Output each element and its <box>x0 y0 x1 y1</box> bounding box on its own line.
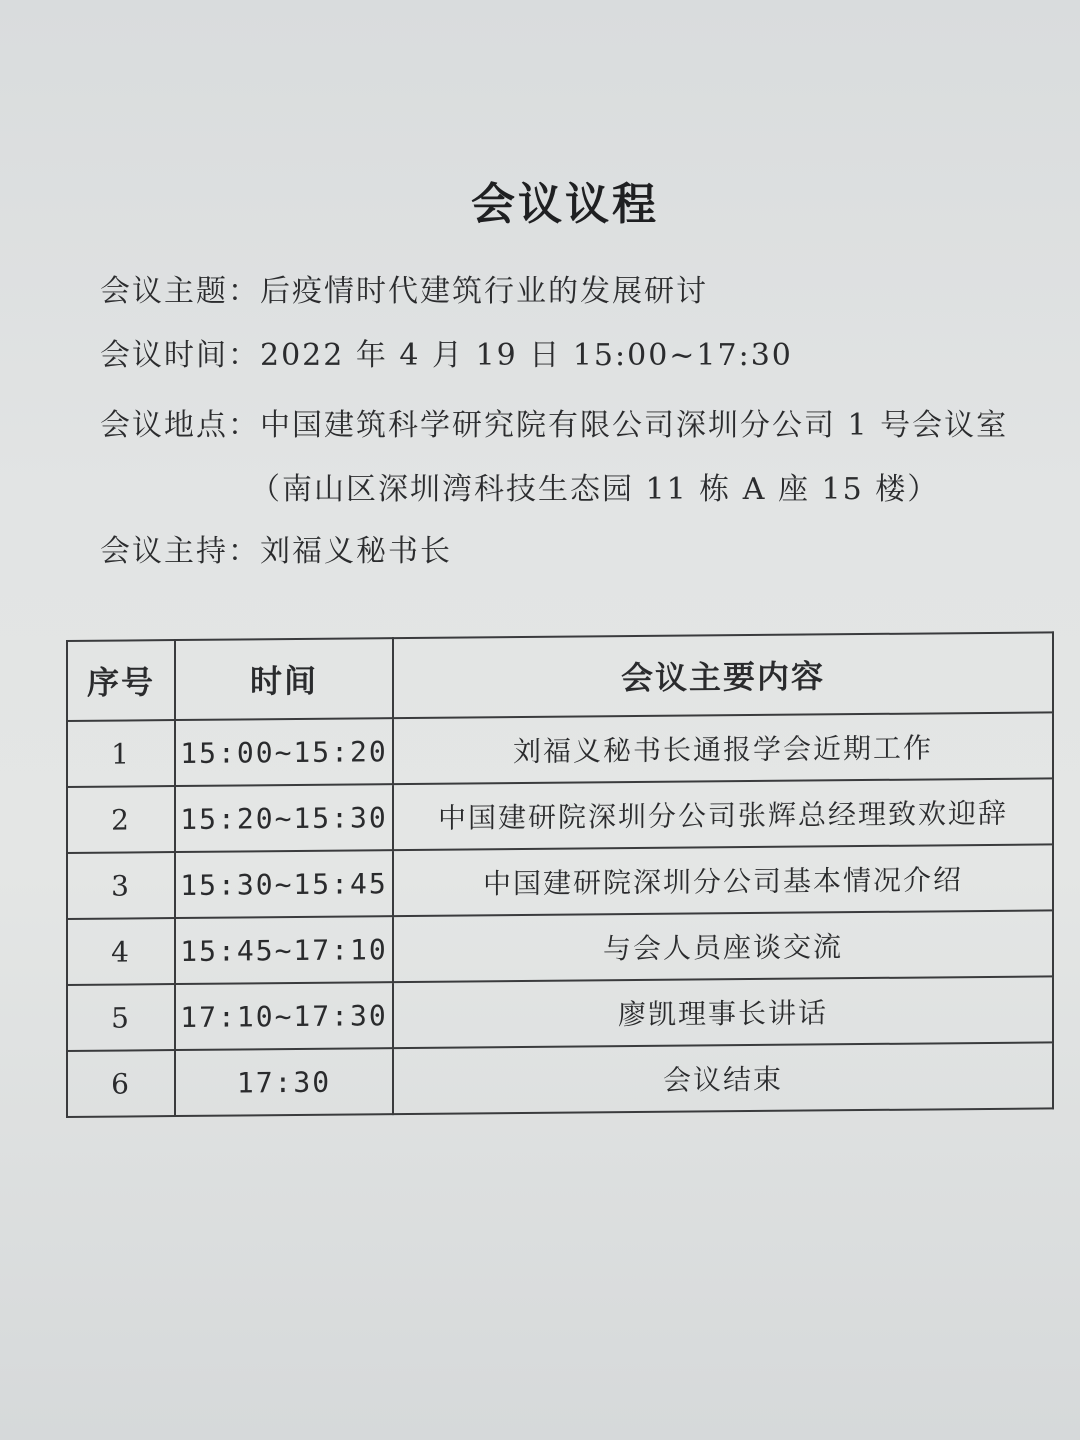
row-time: 15:30~15:45 <box>175 850 393 918</box>
meeting-host-value: 刘福义秘书长 <box>260 534 452 569</box>
row-content: 中国建研院深圳分公司基本情况介绍 <box>393 844 1053 916</box>
row-no: 5 <box>67 984 175 1051</box>
meeting-time-label: 会议时间： <box>100 338 260 373</box>
table-row <box>67 778 1053 853</box>
header-no: 序号 <box>67 640 175 721</box>
meeting-host <box>100 526 452 570</box>
meeting-theme-label: 会议主题： <box>100 274 260 309</box>
table-row <box>67 712 1053 787</box>
agenda-header-row <box>67 632 1053 721</box>
row-time: 15:00~15:20 <box>175 718 393 786</box>
row-no: 6 <box>67 1050 175 1117</box>
table-row <box>67 1042 1053 1117</box>
row-no: 1 <box>67 720 175 787</box>
header-content: 会议主要内容 <box>393 632 1053 718</box>
row-content: 刘福义秘书长通报学会近期工作 <box>393 712 1053 784</box>
meeting-theme <box>100 266 708 310</box>
row-time: 17:30 <box>175 1048 393 1116</box>
meeting-place-label: 会议地点： <box>100 408 260 443</box>
meeting-theme-value: 后疫情时代建筑行业的发展研讨 <box>260 274 708 309</box>
row-time: 15:45~17:10 <box>175 916 393 984</box>
row-no: 3 <box>67 852 175 919</box>
meeting-host-label: 会议主持： <box>100 534 260 569</box>
table-row <box>67 910 1053 985</box>
row-time: 15:20~15:30 <box>175 784 393 852</box>
header-time: 时间 <box>175 638 393 720</box>
row-content: 与会人员座谈交流 <box>393 910 1053 982</box>
row-time: 17:10~17:30 <box>175 982 393 1050</box>
row-no: 2 <box>67 786 175 853</box>
row-no: 4 <box>67 918 175 985</box>
meeting-place-value: 中国建筑科学研究院有限公司深圳分公司 1 号会议室 <box>260 408 1009 443</box>
document-title: 会议议程 <box>471 179 659 230</box>
agenda-table <box>66 631 1054 1118</box>
row-content: 廖凯理事长讲话 <box>393 976 1053 1048</box>
meeting-time-value: 2022 年 4 月 19 日 15:00~17:30 <box>260 338 793 373</box>
table-row <box>67 976 1053 1051</box>
row-content: 中国建研院深圳分公司张辉总经理致欢迎辞 <box>393 778 1053 850</box>
table-row <box>67 844 1053 919</box>
meeting-time <box>100 330 793 374</box>
meeting-place <box>100 400 1008 444</box>
meeting-place-detail: （南山区深圳湾科技生态园 11 栋 A 座 15 楼） <box>250 472 940 507</box>
row-content: 会议结束 <box>393 1042 1053 1114</box>
